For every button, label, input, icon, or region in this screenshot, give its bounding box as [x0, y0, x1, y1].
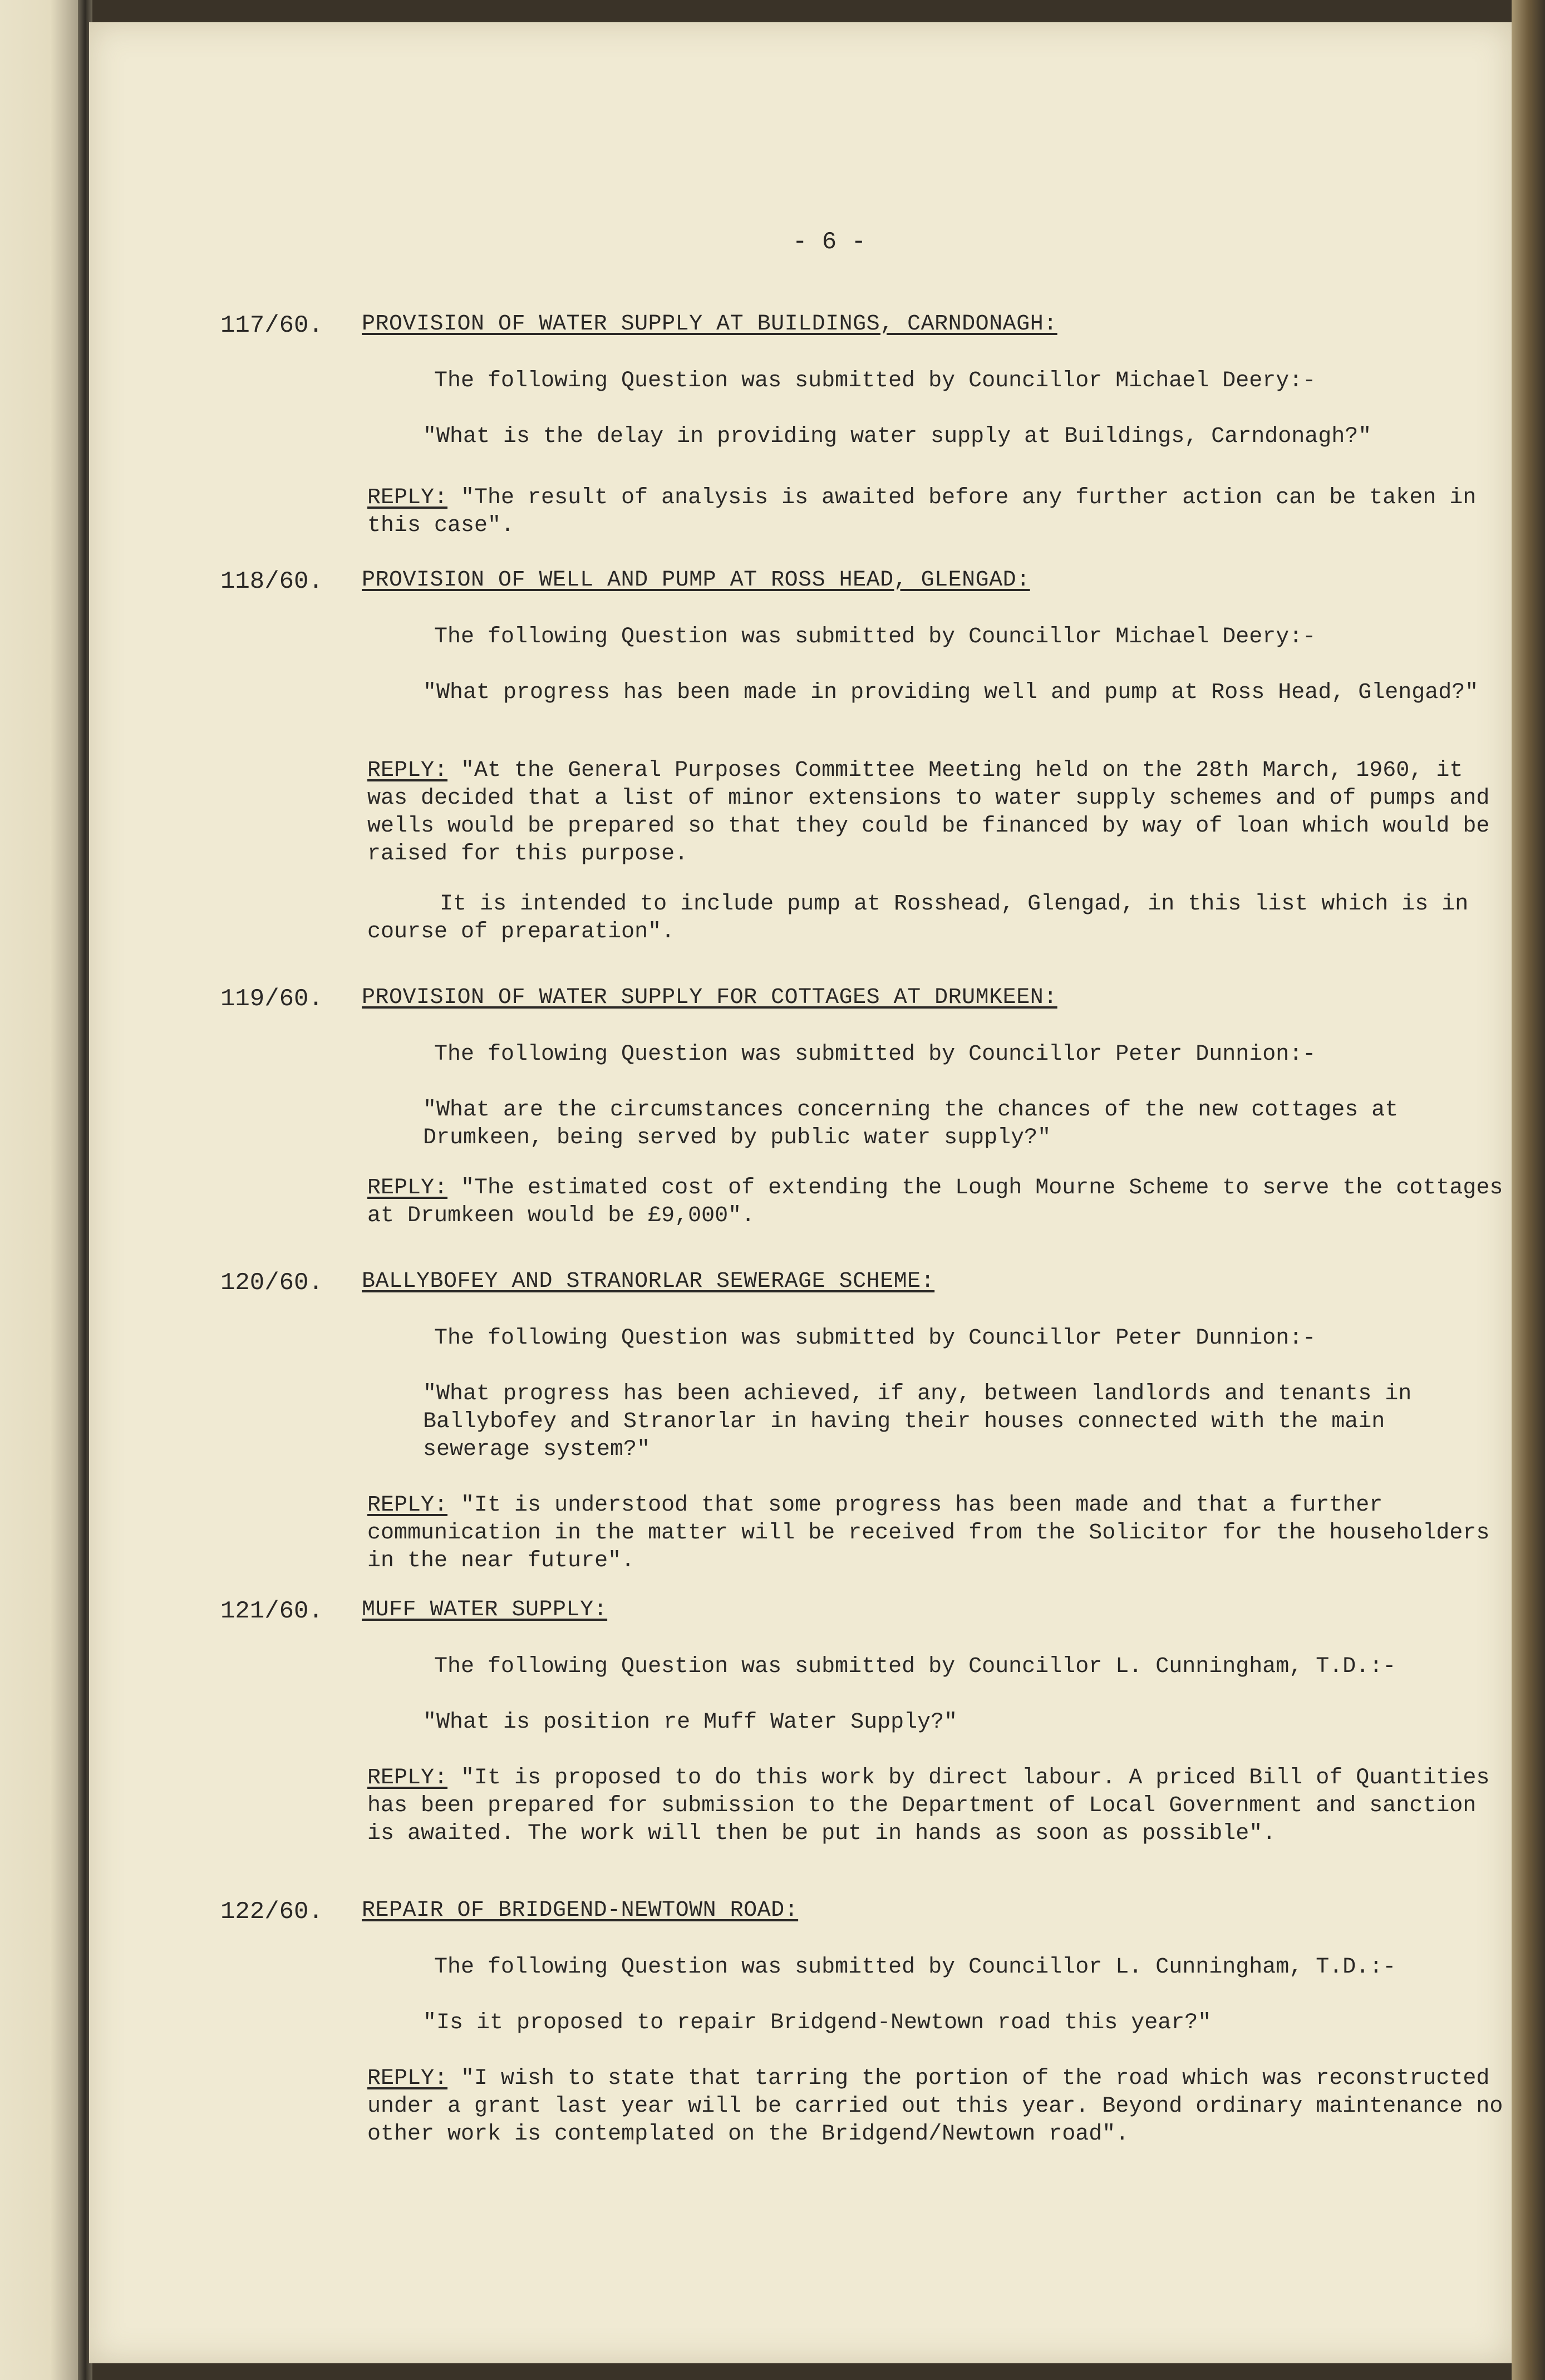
question-intro: The following Question was submitted by Councillor L. Cunningham, T.D.:-: [434, 1654, 1396, 1679]
question-intro: The following Question was submitted by Councillor Peter Dunnion:-: [434, 1326, 1316, 1351]
reply-paragraph: [367, 2065, 1517, 2148]
item-heading: PROVISION OF WATER SUPPLY AT BUILDINGS, CARNDONAGH:: [362, 312, 1057, 337]
reply-text: "The estimated cost of extending the Lough Mourne Scheme to serve the cottages at Drumkeen would be £9,000".: [367, 1176, 1517, 1228]
question-intro: The following Question was submitted by Councillor Peter Dunnion:-: [434, 1042, 1316, 1067]
question-text: "Is it proposed to repair Bridgend-Newtown road this year?": [423, 2010, 1212, 2035]
page-edge-right: [1512, 0, 1545, 2380]
reply-text: "At the General Purposes Committee Meeting held on the 28th March, 1960, it was decided that a list of minor extensions to water supply schemes and of pumps and wells would be prepared so that they could be financed by way of loan which would be raised for this purpose.: [367, 758, 1503, 867]
reply-paragraph: [367, 1174, 1517, 1230]
question-intro: The following Question was submitted by Councillor Michael Deery:-: [434, 368, 1316, 394]
reply-paragraph: [367, 1764, 1508, 1848]
item-number: 118/60.: [220, 568, 323, 596]
reply-label: REPLY:: [367, 2066, 448, 2091]
item-number: 119/60.: [220, 985, 323, 1013]
item-heading: PROVISION OF WATER SUPPLY FOR COTTAGES AT DRUMKEEN:: [362, 985, 1057, 1010]
reply-label: REPLY:: [367, 1766, 448, 1791]
question-text: "What is position re Muff Water Supply?": [423, 1710, 958, 1735]
reply-text: "It is understood that some progress has been made and that a further communication in the matter will be received from the Solicitor for the householders in the near future".: [367, 1493, 1503, 1573]
question-text: "What progress has been made in providing well and pump at Ross Head, Glengad?": [423, 680, 1479, 705]
page-number: - 6 -: [792, 228, 867, 256]
reply-text: "The result of analysis is awaited before any further action can be taken in this case".: [367, 485, 1490, 538]
item-number: 122/60.: [220, 1898, 323, 1926]
reply-label: REPLY:: [367, 758, 448, 783]
question-intro: The following Question was submitted by Councillor Michael Deery:-: [434, 624, 1316, 650]
reply-label: REPLY:: [367, 485, 448, 510]
reply-paragraph: [367, 484, 1508, 540]
question-intro: The following Question was submitted by Councillor L. Cunningham, T.D.:-: [434, 1955, 1396, 1980]
reply-paragraph: [367, 757, 1508, 868]
question-text: "What is the delay in providing water supply at Buildings, Carndonagh?": [423, 424, 1372, 449]
item-number: 121/60.: [220, 1597, 323, 1625]
item-heading: BALLYBOFEY AND STRANORLAR SEWERAGE SCHEME:: [362, 1269, 935, 1294]
item-number: 117/60.: [220, 312, 323, 340]
item-heading: PROVISION OF WELL AND PUMP AT ROSS HEAD, GLENGAD:: [362, 568, 1030, 593]
reply-text: "I wish to state that tarring the portion of the road which was reconstructed under a grant last year will be carried out this year. Beyond ordinary maintenance no other work is contemplated on the Bridgend/Newtown road".: [367, 2066, 1517, 2147]
facing-page-edge: [0, 0, 83, 2380]
item-number: 120/60.: [220, 1269, 323, 1297]
reply-text: "It is proposed to do this work by direct labour. A priced Bill of Quantities has been prepared for submission to the Department of Local Government and sanction is awaited. The work will then be put in hands as soon as possible".: [367, 1766, 1503, 1846]
question-text: "What are the circumstances concerning the chances of the new cottages at Drumkeen, being served by public water supply?": [423, 1098, 1412, 1150]
item-heading: MUFF WATER SUPPLY:: [362, 1597, 608, 1622]
reply-label: REPLY:: [367, 1493, 448, 1518]
document-page: [89, 22, 1517, 2363]
question-text: "What progress has been achieved, if any, between landlords and tenants in Ballybofey and Stranorlar in having their houses connected with the main sewerage system?": [423, 1381, 1425, 1462]
reply-continuation: It is intended to include pump at Rosshead, Glengad, in this list which is in course of preparation".: [367, 892, 1482, 945]
reply-label: REPLY:: [367, 1176, 448, 1201]
reply-paragraph: [367, 1492, 1508, 1575]
item-heading: REPAIR OF BRIDGEND-NEWTOWN ROAD:: [362, 1898, 799, 1923]
